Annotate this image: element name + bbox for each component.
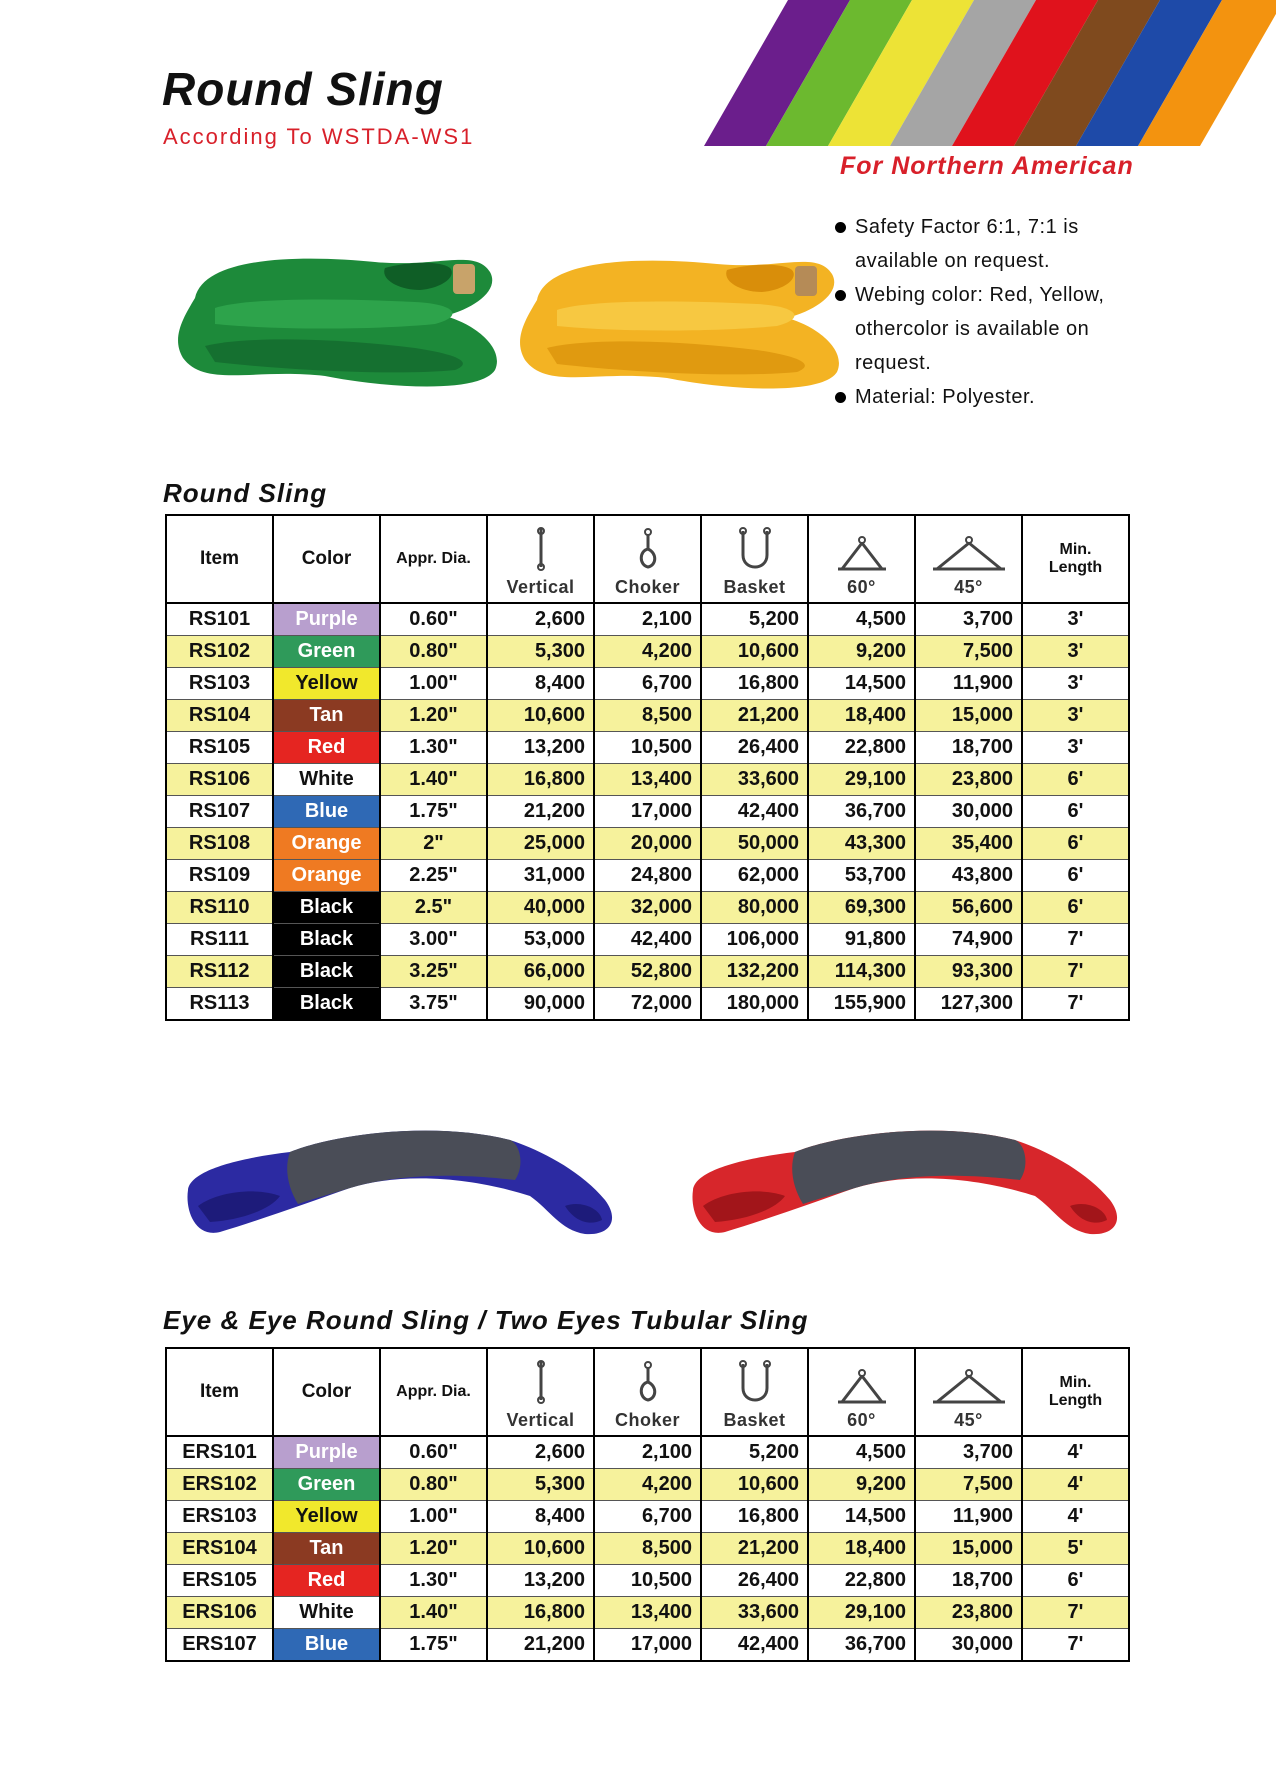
bullet-dot-icon [835,392,846,403]
cell-vertical: 10,600 [487,1533,594,1565]
cell-vertical: 25,000 [487,828,594,860]
cell-basket: 33,600 [701,764,808,796]
cell-basket: 21,200 [701,1533,808,1565]
table-row [166,764,1129,796]
table-row [166,732,1129,764]
cell-a45: 93,300 [915,956,1022,988]
header-choker [594,515,701,603]
header-basket [701,515,808,603]
cell-basket: 132,200 [701,956,808,988]
table-row [166,1565,1129,1597]
cell-basket: 62,000 [701,860,808,892]
cell-a60: 91,800 [808,924,915,956]
cell-basket: 5,200 [701,603,808,636]
vertical-hitch-icon [488,527,593,577]
header-min-length: Min. Length [1022,1348,1129,1436]
cell-choker: 42,400 [594,924,701,956]
green-round-sling-image [175,238,505,398]
cell-a60: 114,300 [808,956,915,988]
cell-item: ERS104 [166,1533,273,1565]
cell-vertical: 16,800 [487,764,594,796]
cell-min-length: 3' [1022,603,1129,636]
header-choker [594,1348,701,1436]
cell-basket: 16,800 [701,1501,808,1533]
color-stripes-banner [700,0,1276,146]
header-label: Basket [723,1410,786,1430]
red-eye-sling-image [685,1110,1125,1240]
cell-diameter: 1.40" [380,1597,487,1629]
sling-angle-45-icon [916,1368,1021,1410]
cell-diameter: 1.75" [380,1629,487,1662]
table-row [166,828,1129,860]
header-row [166,515,1129,603]
header-color: Color [273,1348,380,1436]
cell-basket: 42,400 [701,796,808,828]
cell-min-length: 7' [1022,988,1129,1021]
cell-color: Green [273,1469,380,1501]
region-label: For Northern American [840,152,1134,180]
table-row [166,1436,1129,1469]
cell-color: Green [273,636,380,668]
choker-hitch-icon [595,1360,700,1410]
cell-diameter: 1.30" [380,1565,487,1597]
header-angle45 [915,515,1022,603]
cell-diameter: 1.30" [380,732,487,764]
table-row [166,636,1129,668]
page-title: Round Sling [162,63,444,115]
cell-a45: 43,800 [915,860,1022,892]
cell-a60: 36,700 [808,1629,915,1662]
cell-color: Yellow [273,1501,380,1533]
round-sling-table [165,514,1130,1021]
header-label: 60° [847,1410,876,1430]
table-body [166,603,1129,1020]
cell-item: RS104 [166,700,273,732]
cell-item: RS102 [166,636,273,668]
cell-color: Blue [273,796,380,828]
cell-choker: 13,400 [594,764,701,796]
cell-a45: 3,700 [915,1436,1022,1469]
feature-item: Material: Polyester. [835,380,1165,414]
basket-hitch-icon [702,1360,807,1410]
header-label: 60° [847,577,876,597]
cell-basket: 10,600 [701,1469,808,1501]
cell-vertical: 8,400 [487,1501,594,1533]
cell-min-length: 6' [1022,1565,1129,1597]
cell-choker: 10,500 [594,732,701,764]
cell-a60: 22,800 [808,732,915,764]
cell-color: Blue [273,1629,380,1662]
cell-choker: 2,100 [594,603,701,636]
cell-item: RS103 [166,668,273,700]
header-label: 45° [954,1410,983,1430]
cell-item: RS101 [166,603,273,636]
cell-a45: 23,800 [915,764,1022,796]
table-row [166,603,1129,636]
cell-item: ERS103 [166,1501,273,1533]
table-row [166,1597,1129,1629]
header-vertical [487,1348,594,1436]
cell-item: RS110 [166,892,273,924]
cell-diameter: 0.80" [380,1469,487,1501]
header-angle45 [915,1348,1022,1436]
cell-vertical: 21,200 [487,1629,594,1662]
header-min-length: Min. Length [1022,515,1129,603]
cell-diameter: 1.20" [380,700,487,732]
cell-diameter: 2.25" [380,860,487,892]
cell-vertical: 10,600 [487,700,594,732]
cell-diameter: 2" [380,828,487,860]
cell-choker: 13,400 [594,1597,701,1629]
yellow-round-sling-image [517,240,847,400]
table-header [166,515,1129,603]
cell-diameter: 1.75" [380,796,487,828]
cell-choker: 8,500 [594,700,701,732]
cell-a60: 14,500 [808,668,915,700]
cell-basket: 50,000 [701,828,808,860]
cell-color: Black [273,956,380,988]
cell-a45: 30,000 [915,796,1022,828]
cell-basket: 42,400 [701,1629,808,1662]
header-label: Choker [614,577,680,597]
cell-a45: 35,400 [915,828,1022,860]
cell-a60: 18,400 [808,700,915,732]
cell-a45: 7,500 [915,1469,1022,1501]
cell-basket: 5,200 [701,1436,808,1469]
cell-item: ERS107 [166,1629,273,1662]
table-row [166,956,1129,988]
cell-a60: 22,800 [808,1565,915,1597]
cell-diameter: 0.60" [380,1436,487,1469]
header-label: Choker [614,1410,680,1430]
cell-vertical: 21,200 [487,796,594,828]
sling-angle-60-icon [809,1368,914,1410]
cell-choker: 20,000 [594,828,701,860]
cell-basket: 10,600 [701,636,808,668]
cell-a60: 18,400 [808,1533,915,1565]
header-basket [701,1348,808,1436]
cell-item: RS113 [166,988,273,1021]
cell-color: White [273,764,380,796]
cell-a45: 74,900 [915,924,1022,956]
cell-diameter: 1.40" [380,764,487,796]
cell-color: Purple [273,1436,380,1469]
cell-a45: 11,900 [915,1501,1022,1533]
cell-a60: 9,200 [808,1469,915,1501]
sling-angle-45-icon [916,535,1021,577]
cell-diameter: 3.25" [380,956,487,988]
cell-a45: 15,000 [915,700,1022,732]
cell-min-length: 7' [1022,956,1129,988]
header-label: 45° [954,577,983,597]
cell-min-length: 7' [1022,1597,1129,1629]
cell-a60: 9,200 [808,636,915,668]
choker-hitch-icon [595,527,700,577]
cell-vertical: 90,000 [487,988,594,1021]
header-item: Item [166,1348,273,1436]
cell-item: RS112 [166,956,273,988]
header-diameter: Appr. Dia. [380,1348,487,1436]
cell-item: RS105 [166,732,273,764]
cell-a60: 36,700 [808,796,915,828]
header-angle60 [808,1348,915,1436]
vertical-hitch-icon [488,1360,593,1410]
cell-a45: 56,600 [915,892,1022,924]
cell-basket: 16,800 [701,668,808,700]
cell-min-length: 7' [1022,1629,1129,1662]
feature-item: Safety Factor 6:1, 7:1 is available on request. [835,210,1165,278]
bullet-dot-icon [835,290,846,301]
cell-color: Red [273,1565,380,1597]
cell-item: RS106 [166,764,273,796]
cell-diameter: 1.00" [380,668,487,700]
cell-color: White [273,1597,380,1629]
cell-item: ERS105 [166,1565,273,1597]
header-label: Vertical [506,577,575,597]
bullet-dot-icon [835,222,846,233]
cell-item: RS109 [166,860,273,892]
header-label: Vertical [506,1410,575,1430]
header-label: Basket [723,577,786,597]
cell-min-length: 5' [1022,1533,1129,1565]
cell-diameter: 1.00" [380,1501,487,1533]
cell-vertical: 31,000 [487,860,594,892]
cell-min-length: 3' [1022,700,1129,732]
cell-a60: 14,500 [808,1501,915,1533]
table-row [166,1501,1129,1533]
cell-diameter: 2.5" [380,892,487,924]
eye-sling-table [165,1347,1130,1662]
header-vertical [487,515,594,603]
cell-a45: 11,900 [915,668,1022,700]
cell-choker: 17,000 [594,796,701,828]
cell-item: ERS102 [166,1469,273,1501]
cell-min-length: 6' [1022,796,1129,828]
table-row [166,1469,1129,1501]
cell-basket: 180,000 [701,988,808,1021]
cell-vertical: 2,600 [487,603,594,636]
table-row [166,1629,1129,1662]
cell-a45: 18,700 [915,732,1022,764]
header-color: Color [273,515,380,603]
cell-color: Orange [273,828,380,860]
table-row [166,892,1129,924]
cell-vertical: 13,200 [487,1565,594,1597]
table-row [166,924,1129,956]
basket-hitch-icon [702,527,807,577]
cell-choker: 6,700 [594,1501,701,1533]
cell-a60: 4,500 [808,1436,915,1469]
cell-min-length: 3' [1022,668,1129,700]
cell-a60: 53,700 [808,860,915,892]
cell-min-length: 6' [1022,860,1129,892]
cell-vertical: 40,000 [487,892,594,924]
cell-a45: 30,000 [915,1629,1022,1662]
cell-a45: 23,800 [915,1597,1022,1629]
cell-item: RS107 [166,796,273,828]
cell-color: Tan [273,700,380,732]
cell-a45: 127,300 [915,988,1022,1021]
round-sling-section-title: Round Sling [163,478,328,508]
cell-min-length: 6' [1022,764,1129,796]
cell-choker: 17,000 [594,1629,701,1662]
cell-a45: 18,700 [915,1565,1022,1597]
cell-min-length: 6' [1022,828,1129,860]
cell-a45: 7,500 [915,636,1022,668]
cell-color: Purple [273,603,380,636]
cell-a45: 3,700 [915,603,1022,636]
cell-a60: 29,100 [808,764,915,796]
header-angle60 [808,515,915,603]
cell-diameter: 3.00" [380,924,487,956]
cell-a60: 4,500 [808,603,915,636]
cell-a60: 43,300 [808,828,915,860]
cell-min-length: 3' [1022,732,1129,764]
header-diameter: Appr. Dia. [380,515,487,603]
cell-vertical: 5,300 [487,1469,594,1501]
cell-item: RS111 [166,924,273,956]
cell-vertical: 2,600 [487,1436,594,1469]
cell-vertical: 16,800 [487,1597,594,1629]
page-subtitle: According To WSTDA-WS1 [163,124,475,149]
cell-color: Red [273,732,380,764]
cell-vertical: 53,000 [487,924,594,956]
cell-basket: 26,400 [701,732,808,764]
cell-choker: 24,800 [594,860,701,892]
cell-a60: 29,100 [808,1597,915,1629]
feature-list [835,210,1165,414]
cell-item: ERS101 [166,1436,273,1469]
cell-color: Black [273,892,380,924]
table-row [166,668,1129,700]
cell-choker: 4,200 [594,1469,701,1501]
cell-item: RS108 [166,828,273,860]
header-row [166,1348,1129,1436]
table-header [166,1348,1129,1436]
cell-choker: 2,100 [594,1436,701,1469]
cell-vertical: 66,000 [487,956,594,988]
cell-min-length: 4' [1022,1469,1129,1501]
cell-basket: 106,000 [701,924,808,956]
cell-diameter: 1.20" [380,1533,487,1565]
cell-choker: 72,000 [594,988,701,1021]
cell-min-length: 6' [1022,892,1129,924]
feature-item: Webing color: Red, Yellow, othercolor is available on request. [835,278,1165,380]
cell-a60: 155,900 [808,988,915,1021]
cell-min-length: 4' [1022,1436,1129,1469]
cell-min-length: 3' [1022,636,1129,668]
sling-angle-60-icon [809,535,914,577]
eye-sling-section-title: Eye & Eye Round Sling / Two Eyes Tubular Sling [163,1305,809,1335]
cell-item: ERS106 [166,1597,273,1629]
cell-basket: 80,000 [701,892,808,924]
cell-basket: 33,600 [701,1597,808,1629]
cell-basket: 26,400 [701,1565,808,1597]
cell-choker: 32,000 [594,892,701,924]
cell-diameter: 3.75" [380,988,487,1021]
cell-choker: 6,700 [594,668,701,700]
cell-diameter: 0.60" [380,603,487,636]
cell-color: Yellow [273,668,380,700]
cell-color: Black [273,988,380,1021]
cell-a60: 69,300 [808,892,915,924]
cell-choker: 4,200 [594,636,701,668]
table-row [166,860,1129,892]
cell-min-length: 7' [1022,924,1129,956]
cell-a45: 15,000 [915,1533,1022,1565]
table-body [166,1436,1129,1661]
table-row [166,1533,1129,1565]
header-item: Item [166,515,273,603]
blue-eye-sling-image [180,1110,620,1240]
cell-vertical: 13,200 [487,732,594,764]
table-row [166,700,1129,732]
cell-min-length: 4' [1022,1501,1129,1533]
cell-diameter: 0.80" [380,636,487,668]
cell-vertical: 8,400 [487,668,594,700]
cell-color: Orange [273,860,380,892]
cell-choker: 52,800 [594,956,701,988]
table-row [166,988,1129,1021]
cell-basket: 21,200 [701,700,808,732]
cell-color: Tan [273,1533,380,1565]
cell-vertical: 5,300 [487,636,594,668]
cell-choker: 10,500 [594,1565,701,1597]
table-row [166,796,1129,828]
cell-color: Black [273,924,380,956]
cell-choker: 8,500 [594,1533,701,1565]
